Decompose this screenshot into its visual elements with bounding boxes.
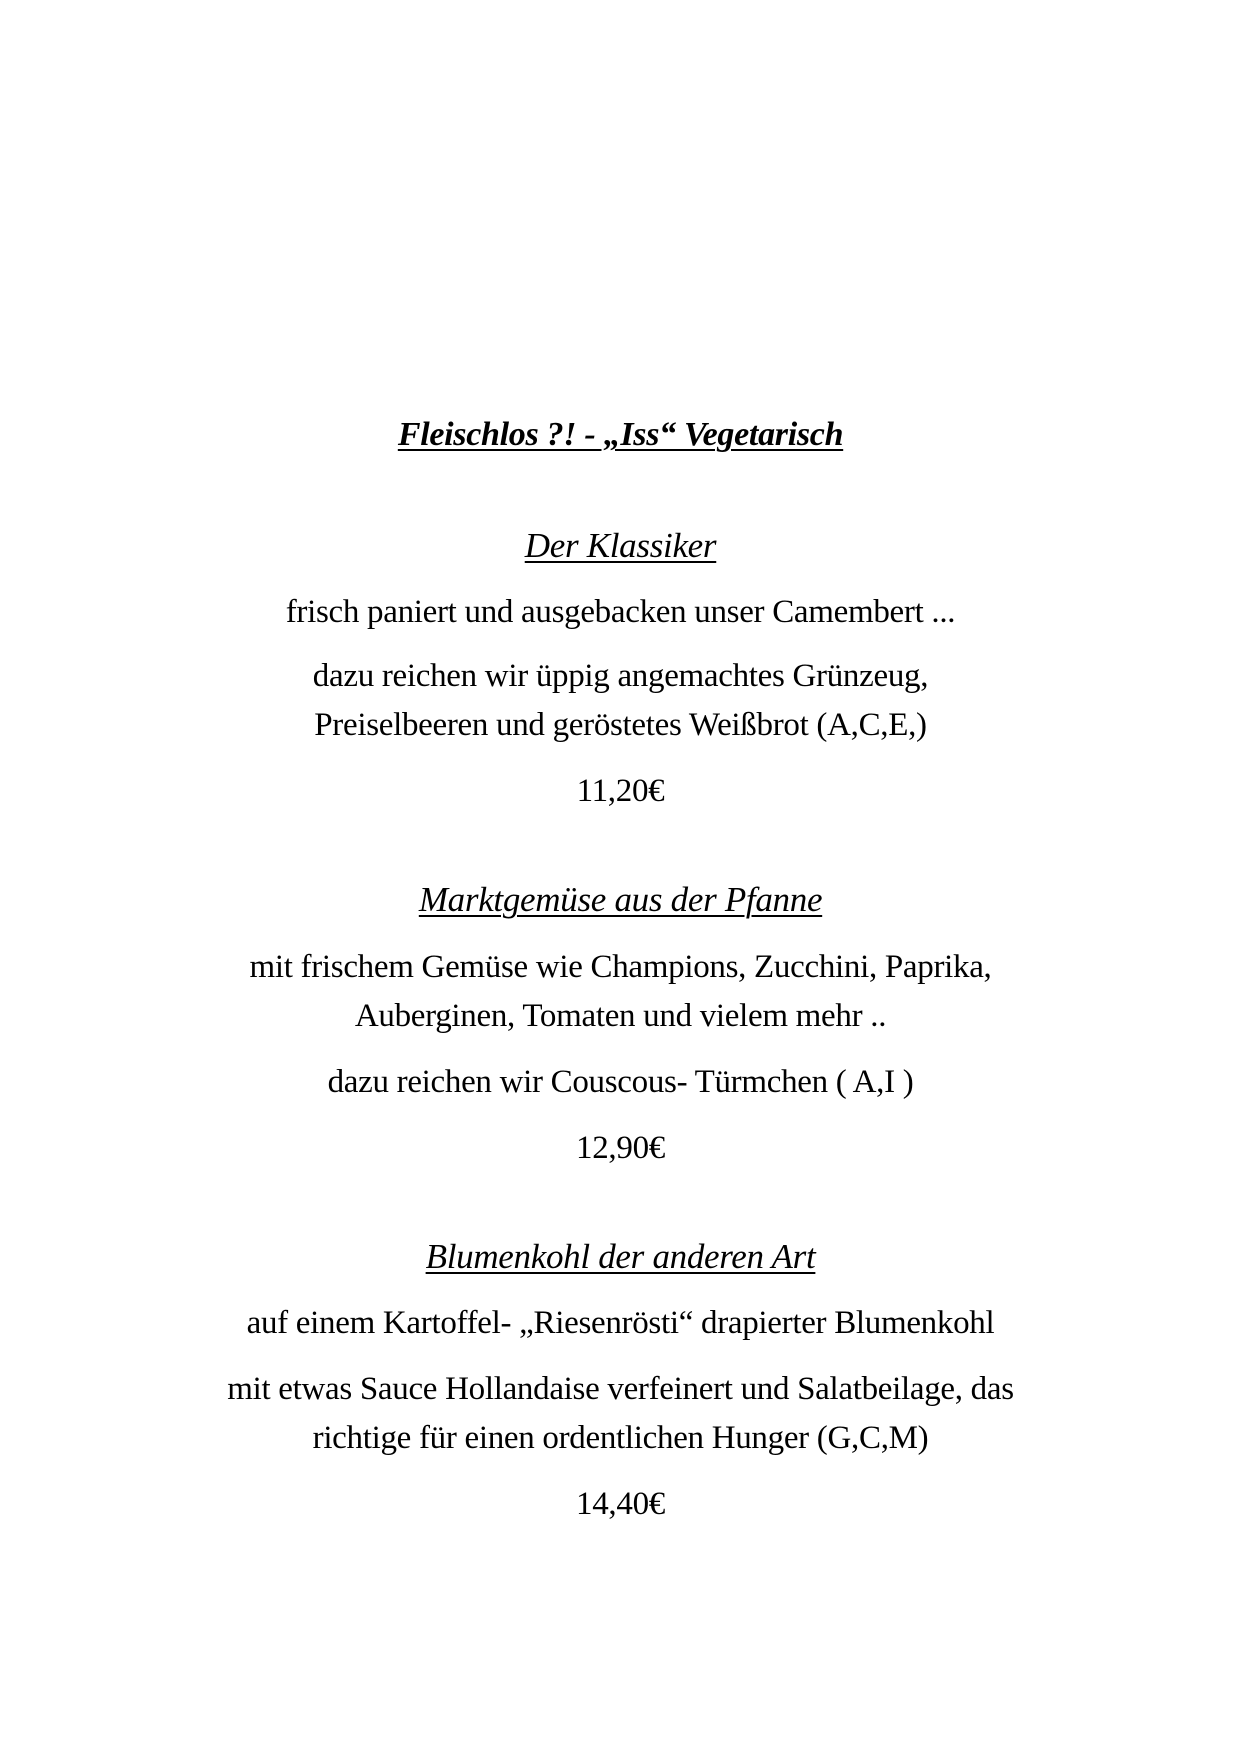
- dish-description-line: mit etwas Sauce Hollandaise verfeinert und Salatbeilage, das: [227, 1371, 1014, 1407]
- menu-heading: Fleischlos ?! - „Iss“ Vegetarisch: [397, 416, 844, 453]
- dish-description-line: Auberginen, Tomaten und vielem mehr ..: [354, 998, 887, 1034]
- dish-description-line: frisch paniert und ausgebacken unser Camembert ...: [285, 594, 956, 630]
- dish-title-marktgemuese: Marktgemüse aus der Pfanne: [418, 880, 823, 919]
- dish-title-klassiker: Der Klassiker: [524, 526, 717, 565]
- dish-price: 12,90€: [576, 1130, 665, 1166]
- dish-description-line: Preiselbeeren und geröstetes Weißbrot (A,C,E,): [314, 707, 927, 743]
- dish-description-line: dazu reichen wir Couscous- Türmchen ( A,I ): [327, 1064, 914, 1100]
- dish-description-line: richtige für einen ordentlichen Hunger (G,C,M): [312, 1420, 929, 1456]
- dish-description-line: mit frischem Gemüse wie Champions, Zucchini, Paprika,: [249, 949, 992, 985]
- dish-title-blumenkohl: Blumenkohl der anderen Art: [425, 1237, 816, 1276]
- dish-price: 11,20€: [576, 773, 665, 809]
- dish-price: 14,40€: [576, 1486, 665, 1522]
- dish-description-line: dazu reichen wir üppig angemachtes Grünzeug,: [312, 658, 929, 694]
- dish-description-line: auf einem Kartoffel- „Riesenrösti“ drapierter Blumenkohl: [246, 1305, 995, 1341]
